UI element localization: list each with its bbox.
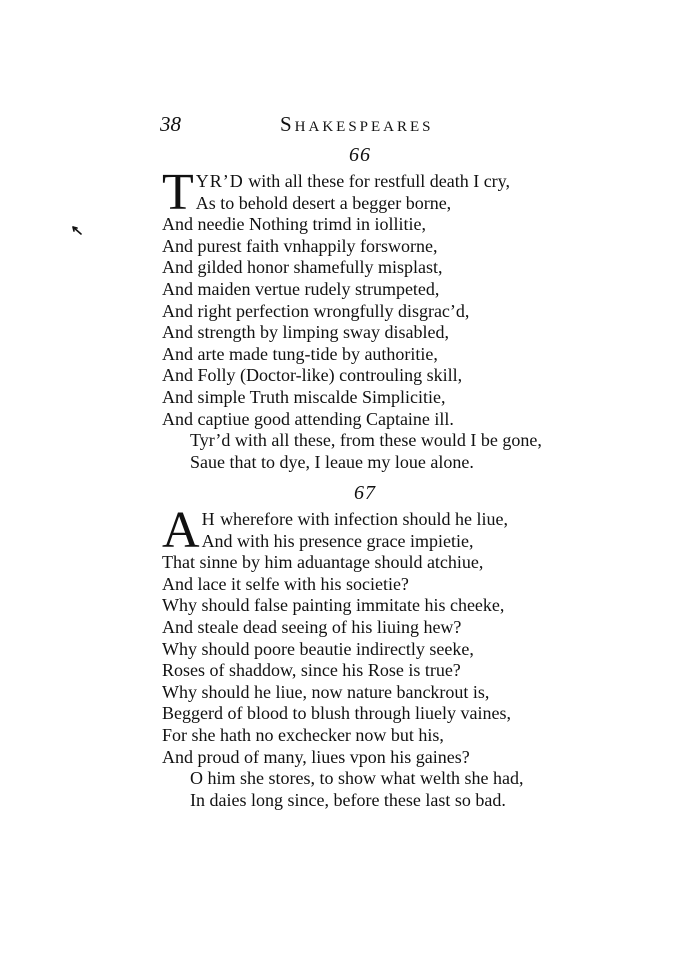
sonnet-line: And gilded honor shamefully misplast, (162, 257, 443, 278)
sonnet-line: Roses of shaddow, since his Rose is true? (162, 660, 461, 681)
sonnet-line: And maiden vertue rudely strumpeted, (162, 278, 440, 299)
sonnet-line: And right perfection wrongfully disgrac’d, (162, 300, 470, 321)
sonnet-line: Why should poore beautie indirectly seeke, (162, 638, 474, 659)
sonnet-line: And needie Nothing trimd in iollitie, (162, 214, 426, 235)
couplet-line: Saue that to dye, I leaue my loue alone. (190, 451, 474, 472)
sonnet-line: That sinne by him aduantage should atchiue, (162, 552, 484, 573)
first-word: YR’D (195, 171, 244, 191)
sonnet-line: Beggerd of blood to blush through liuely vaines, (162, 703, 511, 724)
drop-cap: A (162, 502, 200, 559)
page-number: 38 (160, 112, 181, 136)
stray-mark-icon (72, 226, 86, 240)
first-line-text: with all these for restfull death I cry, (243, 171, 511, 191)
sonnet-line: And arte made tung-tide by authoritie, (162, 343, 438, 364)
sonnet-line: Why should false painting immitate his cheeke, (162, 595, 505, 616)
sonnet-line: For she hath no exchecker now but his, (162, 724, 444, 745)
first-word: H (201, 509, 216, 529)
couplet-line: In daies long since, before these last so bad. (190, 789, 506, 810)
first-line-text: wherefore with infection should he liue, (215, 509, 508, 529)
couplet-line: O him she stores, to show what welth she had, (190, 768, 524, 789)
sonnet-line: And proud of many, liues vpon his gaines? (162, 746, 470, 767)
sonnet-number: 67 (354, 482, 376, 504)
sonnet-line: And with his presence grace impietie, (201, 530, 474, 551)
couplet-line: Tyr’d with all these, from these would I be gone, (190, 430, 542, 451)
sonnet-line: And lace it selfe with his societie? (162, 573, 409, 594)
drop-cap: T (162, 164, 194, 221)
running-title: Shakespeares (280, 112, 434, 136)
sonnet-line: And strength by limping sway disabled, (162, 322, 449, 343)
sonnet-line: And captiue good attending Captaine ill. (162, 408, 454, 429)
sonnet-line: As to behold desert a begger borne, (195, 192, 452, 213)
sonnet-line: Why should he liue, now nature banckrout is, (162, 681, 490, 702)
sonnet-66 (162, 164, 542, 473)
sonnet-number: 66 (349, 144, 371, 166)
sonnet-67 (162, 502, 524, 811)
sonnet-line: And simple Truth miscalde Simplicitie, (162, 386, 446, 407)
sonnet-line: And Folly (Doctor-like) controuling skill, (162, 365, 463, 386)
sonnet-line: And steale dead seeing of his liuing hew? (162, 616, 462, 637)
sonnet-line: And purest faith vnhappily forsworne, (162, 235, 438, 256)
